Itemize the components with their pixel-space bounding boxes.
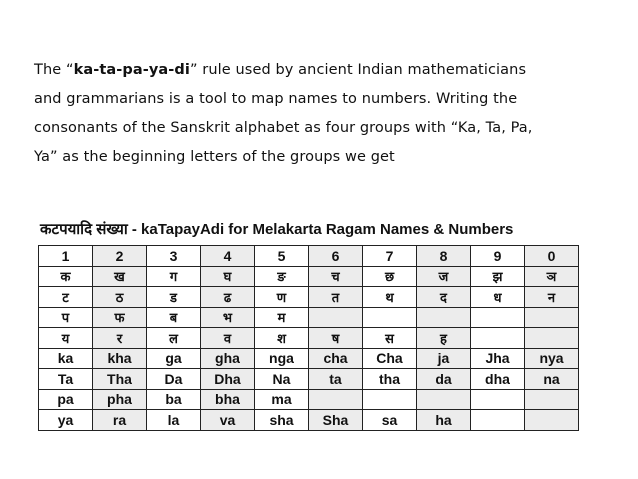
table-cell: ja [417,348,471,369]
table-cell: ट [39,287,93,308]
table-cell: 2 [93,246,147,267]
intro-line-2: and grammarians is a tool to map names to numbers. Writing the [34,91,518,107]
table-cell: घ [201,266,255,287]
table-cell: च [309,266,363,287]
intro-line-3: consonants of the Sanskrit alphabet as four groups with “Ka, Ta, Pa, [34,120,533,136]
table-cell: tha [363,369,417,390]
table-cell: ढ [201,287,255,308]
table-cell: फ [93,307,147,328]
transliteration-row [39,389,579,410]
intro-text [34,56,624,172]
table-cell: Ta [39,369,93,390]
table-cell: ख [93,266,147,287]
table-cell [471,410,525,431]
table-cell: झ [471,266,525,287]
table-title: कटपयादि संख्या - kaTapayAdi for Melakarta Ragam Names & Numbers [40,221,514,238]
table-cell: dha [471,369,525,390]
table-cell [525,389,579,410]
table-cell [363,307,417,328]
katapayadi-table-image [38,215,579,453]
table-cell: nga [255,348,309,369]
table-cell: ज [417,266,471,287]
table-cell [309,307,363,328]
table-cell: nya [525,348,579,369]
devanagari-row [39,287,579,308]
table-cell: Sha [309,410,363,431]
table-cell: 8 [417,246,471,267]
table-cell: bha [201,389,255,410]
devanagari-row [39,307,579,328]
table-cell: cha [309,348,363,369]
table-cell [363,389,417,410]
devanagari-row [39,266,579,287]
table-cell: sa [363,410,417,431]
table-cell: gha [201,348,255,369]
table-cell: थ [363,287,417,308]
table-cell [417,389,471,410]
table-cell: 4 [201,246,255,267]
table-cell: स [363,328,417,349]
table-cell: Na [255,369,309,390]
intro-line-1 [34,56,624,85]
table-cell: भ [201,307,255,328]
number-row [39,246,579,267]
table-cell: 7 [363,246,417,267]
table-cell: ma [255,389,309,410]
table-cell [525,328,579,349]
table-cell: 9 [471,246,525,267]
table-cell: ta [309,369,363,390]
table-cell: ब [147,307,201,328]
table-cell: ya [39,410,93,431]
table-cell: म [255,307,309,328]
table-cell: छ [363,266,417,287]
table-cell: 0 [525,246,579,267]
table-cell: व [201,328,255,349]
table-cell [417,307,471,328]
table-cell: pa [39,389,93,410]
intro-line-1-pre: The “ [34,62,74,78]
table-cell: ra [93,410,147,431]
table-cell: त [309,287,363,308]
table-cell: va [201,410,255,431]
table-cell: 5 [255,246,309,267]
intro-rule-name: ka-ta-pa-ya-di [73,62,190,78]
table-cell: kha [93,348,147,369]
intro-line-1-post: ” rule used by ancient Indian mathematicians [189,62,527,78]
table-cell: ञ [525,266,579,287]
table-cell: श [255,328,309,349]
table-cell: द [417,287,471,308]
table-cell: Jha [471,348,525,369]
table-cell: Da [147,369,201,390]
table-cell: प [39,307,93,328]
table-cell: ठ [93,287,147,308]
table-cell: ड [147,287,201,308]
table-cell: 3 [147,246,201,267]
table-cell: ह [417,328,471,349]
table-cell: ण [255,287,309,308]
table-cell: न [525,287,579,308]
table-cell [309,389,363,410]
table-cell [525,410,579,431]
table-cell: ष [309,328,363,349]
table-cell: 6 [309,246,363,267]
table-cell: क [39,266,93,287]
katapayadi-table [38,245,579,431]
table-cell: ल [147,328,201,349]
table-cell: sha [255,410,309,431]
table-cell [471,307,525,328]
table-cell [525,307,579,328]
table-cell: 1 [39,246,93,267]
table-cell: ध [471,287,525,308]
table-cell: Dha [201,369,255,390]
table-cell: ङ [255,266,309,287]
table-cell: Cha [363,348,417,369]
table-cell [471,328,525,349]
table-cell [471,389,525,410]
devanagari-row [39,328,579,349]
table-cell: na [525,369,579,390]
table-cell: da [417,369,471,390]
table-cell: la [147,410,201,431]
transliteration-row [39,369,579,390]
table-cell: ka [39,348,93,369]
intro-line-4: Ya” as the beginning letters of the groups we get [34,149,395,165]
transliteration-row [39,410,579,431]
transliteration-row [39,348,579,369]
table-cell: pha [93,389,147,410]
table-cell: ba [147,389,201,410]
table-cell: ga [147,348,201,369]
table-cell: ha [417,410,471,431]
table-cell: य [39,328,93,349]
table-cell: ग [147,266,201,287]
table-cell: र [93,328,147,349]
table-cell: Tha [93,369,147,390]
